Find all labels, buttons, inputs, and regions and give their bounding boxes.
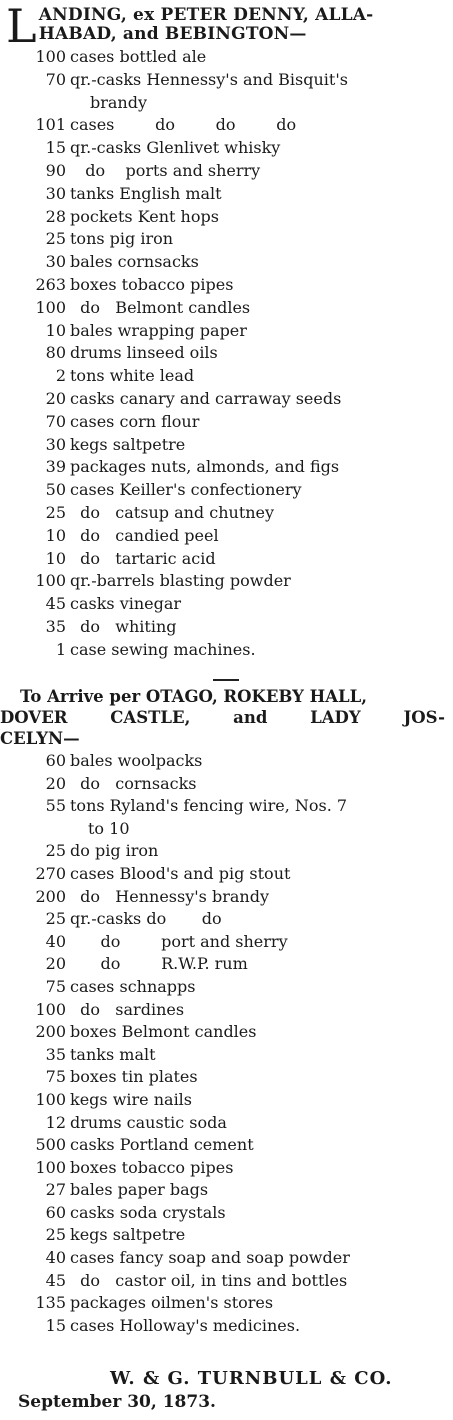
item-quantity: 70 (45, 411, 66, 431)
list-item (0, 886, 453, 909)
item-quantity: 27 (45, 1180, 66, 1200)
item-description: packages nuts, almonds, and figs (70, 457, 340, 477)
item-quantity: 45 (45, 594, 66, 614)
item-quantity: 30 (45, 434, 66, 454)
arriving-goods-list (0, 750, 453, 1337)
advert-date: September 30, 1873. (18, 1392, 216, 1412)
list-item (0, 228, 453, 251)
list-item (0, 342, 453, 365)
list-item (0, 160, 453, 183)
list-item (0, 818, 453, 841)
item-description: pockets Kent hops (70, 206, 219, 226)
item-quantity: 135 (35, 1293, 66, 1313)
item-quantity: 25 (45, 1225, 66, 1245)
item-quantity: 1 (55, 639, 66, 659)
list-item (0, 92, 453, 115)
list-item (0, 548, 453, 571)
list-item (0, 1089, 453, 1112)
item-quantity: 39 (45, 457, 66, 477)
item-description: do candied peel (70, 525, 219, 545)
item-quantity: 35 (45, 1044, 66, 1064)
item-quantity: 25 (45, 841, 66, 861)
drop-cap-letter: L (6, 0, 37, 53)
list-item (0, 206, 453, 229)
item-quantity: 60 (45, 751, 66, 770)
list-item (0, 388, 453, 411)
list-item (0, 1157, 453, 1180)
item-description: boxes tobacco pipes (70, 274, 234, 294)
item-quantity: 70 (45, 69, 66, 89)
item-quantity: 25 (45, 502, 66, 522)
list-item (0, 1021, 453, 1044)
item-quantity: 100 (35, 1157, 66, 1177)
arrive-heading-line-2: DOVER CASTLE, and LADY JOS- (0, 708, 445, 727)
item-quantity: 45 (45, 1270, 66, 1290)
item-quantity: 100 (35, 47, 66, 66)
list-item (0, 69, 453, 92)
item-quantity: 20 (45, 954, 66, 974)
list-item (0, 1134, 453, 1157)
item-description: bales wrapping paper (70, 320, 247, 340)
item-description: do Hennessy's brandy (70, 886, 269, 906)
item-quantity: 75 (45, 976, 66, 996)
item-quantity: 10 (45, 320, 66, 340)
arrive-heading-line-1: To Arrive per OTAGO, ROKEBY HALL, (20, 687, 367, 706)
item-description: to 10 (88, 818, 130, 838)
item-description: tons Ryland's fencing wire, Nos. 7 (70, 796, 348, 816)
item-description: do castor oil, in tins and bottles (70, 1270, 348, 1290)
list-item (0, 750, 453, 773)
item-description: casks canary and carraway seeds (70, 388, 342, 408)
list-item (0, 639, 453, 662)
item-description: boxes tobacco pipes (70, 1157, 234, 1177)
item-quantity: 15 (45, 138, 66, 158)
list-item (0, 320, 453, 343)
list-item (0, 525, 453, 548)
item-quantity: 75 (45, 1067, 66, 1087)
item-description: qr.-casks Hennessy's and Bisquit's (70, 69, 348, 89)
list-item (0, 795, 453, 818)
list-item (0, 1066, 453, 1089)
item-quantity: 20 (45, 388, 66, 408)
item-quantity: 80 (45, 343, 66, 363)
arrive-heading (0, 686, 445, 749)
item-quantity: 270 (35, 863, 66, 883)
item-description: do catsup and chutney (70, 502, 275, 522)
item-description: cases Keiller's confectionery (70, 480, 302, 500)
list-item (0, 1112, 453, 1135)
list-item (0, 570, 453, 593)
list-item (0, 479, 453, 502)
item-description: drums linseed oils (70, 343, 218, 363)
list-item (0, 1270, 453, 1293)
advert-heading (6, 0, 446, 53)
item-description: cases schnapps (70, 976, 196, 996)
item-description: brandy (90, 92, 148, 112)
list-item (0, 908, 453, 931)
item-quantity: 12 (45, 1112, 66, 1132)
item-quantity: 35 (45, 616, 66, 636)
item-quantity: 200 (35, 886, 66, 906)
item-description: tanks malt (70, 1044, 156, 1064)
item-quantity: 25 (45, 909, 66, 929)
item-quantity: 30 (45, 252, 66, 272)
list-item (0, 1292, 453, 1315)
heading-line-1: ANDING, ex PETER DENNY, ALLA- (38, 5, 374, 25)
list-item (0, 1224, 453, 1247)
item-description: cases corn flour (70, 411, 200, 431)
list-item (0, 297, 453, 320)
item-description: kegs wire nails (70, 1089, 193, 1109)
item-quantity: 263 (35, 274, 66, 294)
item-quantity: 100 (35, 297, 66, 317)
item-description: do cornsacks (70, 773, 197, 793)
item-description: kegs saltpetre (70, 434, 186, 454)
heading-line-2: HABAD, and BEBINGTON— (38, 24, 307, 44)
item-quantity: 60 (45, 1202, 66, 1222)
item-quantity: 28 (45, 206, 66, 226)
item-description: qr.-casks do do (70, 909, 222, 929)
item-description: do R.W.P. rum (70, 954, 248, 974)
list-item (0, 976, 453, 999)
arrive-heading-line-3: CELYN— (0, 729, 80, 748)
list-item (0, 1315, 453, 1338)
item-description: qr.-barrels blasting powder (70, 571, 291, 591)
list-item (0, 114, 453, 137)
list-item (0, 999, 453, 1022)
list-item (0, 46, 453, 69)
item-description: qr.-casks Glenlivet whisky (70, 138, 281, 158)
list-item (0, 1202, 453, 1225)
item-description: cases bottled ale (70, 47, 207, 66)
item-quantity: 20 (45, 773, 66, 793)
item-quantity: 55 (45, 796, 66, 816)
item-description: do sardines (70, 999, 185, 1019)
item-description: case sewing machines. (70, 639, 256, 659)
list-item (0, 616, 453, 639)
item-description: do pig iron (70, 841, 159, 861)
section-divider (213, 679, 239, 681)
item-quantity: 40 (45, 1248, 66, 1268)
item-description: boxes Belmont candles (70, 1022, 257, 1042)
list-item (0, 953, 453, 976)
list-item (0, 274, 453, 297)
item-quantity: 40 (45, 931, 66, 951)
list-item (0, 931, 453, 954)
list-item (0, 863, 453, 886)
item-description: casks Portland cement (70, 1135, 254, 1155)
item-description: cases fancy soap and soap powder (70, 1248, 350, 1268)
item-quantity: 500 (35, 1135, 66, 1155)
item-description: bales paper bags (70, 1180, 209, 1200)
item-description: bales woolpacks (70, 751, 203, 770)
list-item (0, 183, 453, 206)
list-item (0, 773, 453, 796)
item-description: casks soda crystals (70, 1202, 226, 1222)
list-item (0, 434, 453, 457)
list-item (0, 411, 453, 434)
landing-goods-list (0, 46, 453, 662)
item-description: do port and sherry (70, 931, 288, 951)
item-description: drums caustic soda (70, 1112, 227, 1132)
list-item (0, 1179, 453, 1202)
item-quantity: 30 (45, 183, 66, 203)
item-quantity: 2 (55, 366, 66, 386)
item-quantity: 10 (45, 525, 66, 545)
item-description: cases do do do (70, 115, 297, 135)
item-quantity: 100 (35, 571, 66, 591)
item-quantity: 25 (45, 229, 66, 249)
item-description: do whiting (70, 616, 177, 636)
item-quantity: 15 (45, 1315, 66, 1335)
item-quantity: 100 (35, 999, 66, 1019)
item-description: do ports and sherry (70, 160, 261, 180)
item-description: tanks English malt (70, 183, 222, 203)
item-quantity: 90 (45, 160, 66, 180)
list-item (0, 1247, 453, 1270)
item-description: do tartaric acid (70, 548, 216, 568)
item-description: casks vinegar (70, 594, 182, 614)
item-description: bales cornsacks (70, 252, 199, 272)
item-quantity: 100 (35, 1089, 66, 1109)
item-description: kegs saltpetre (70, 1225, 186, 1245)
list-item (0, 593, 453, 616)
item-description: cases Blood's and pig stout (70, 863, 291, 883)
item-quantity: 50 (45, 480, 66, 500)
item-quantity: 10 (45, 548, 66, 568)
list-item (0, 251, 453, 274)
item-quantity: 101 (35, 115, 66, 135)
item-description: boxes tin plates (70, 1067, 198, 1087)
item-description: tons pig iron (70, 229, 174, 249)
list-item (0, 1044, 453, 1067)
list-item (0, 502, 453, 525)
list-item (0, 137, 453, 160)
item-description: tons white lead (70, 366, 195, 386)
item-quantity: 200 (35, 1022, 66, 1042)
merchant-name: W. & G. TURNBULL & CO. (110, 1368, 393, 1389)
item-description: cases Holloway's medicines. (70, 1315, 301, 1335)
item-description: packages oilmen's stores (70, 1293, 274, 1313)
list-item (0, 365, 453, 388)
list-item (0, 840, 453, 863)
item-description: do Belmont candles (70, 297, 251, 317)
list-item (0, 456, 453, 479)
